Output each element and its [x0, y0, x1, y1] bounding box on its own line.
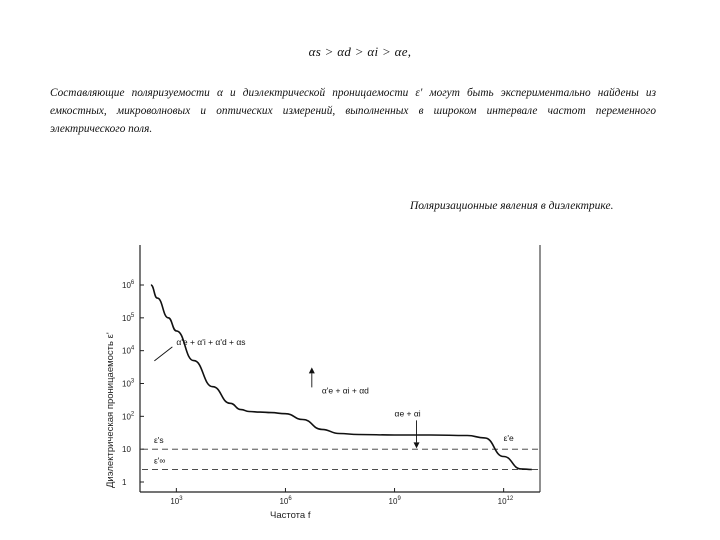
x-tick-label: $10^3$	[170, 496, 183, 506]
y-tick-label: $10^6$	[122, 280, 135, 290]
x-tick-exponent: 12	[506, 496, 514, 502]
x-axis-label: Частота f	[270, 510, 311, 521]
y-tick-exponent: 5	[130, 312, 135, 319]
y-tick-exponent: 4	[130, 345, 135, 352]
curve-annotation: ε'e	[503, 432, 514, 443]
x-tick-label: $10^9$	[388, 496, 401, 506]
y-tick-label: $10^4$	[122, 345, 135, 356]
y-tick-exponent: 2	[130, 411, 135, 418]
x-tick-label: $10^{12}$	[497, 496, 514, 506]
annotation-arrowhead	[309, 367, 315, 373]
figure-caption: Поляризационные явления в диэлектрике.	[410, 200, 614, 212]
curve-annotation: α'e + αi + αd	[321, 385, 369, 396]
chart-series	[151, 285, 532, 470]
x-tick-label: $10^6$	[279, 496, 292, 506]
chart-reference-lines	[142, 432, 540, 469]
reference-line-label: ε's	[154, 435, 164, 446]
x-tick-exponent: 3	[179, 496, 183, 502]
annotation-arrowhead	[414, 442, 420, 448]
permittivity-curve	[151, 285, 532, 470]
curve-annotation: α'e + α'i + α'd + αs	[176, 336, 246, 347]
y-tick-label: 10	[122, 445, 131, 455]
x-tick-exponent: 6	[288, 496, 292, 502]
annotation-leader	[154, 347, 172, 361]
y-tick-exponent: 6	[130, 280, 135, 286]
curve-annotation: αe + αi	[394, 408, 421, 419]
body-paragraph: Составляющие поляризуемости α и диэлектрической проницаемости ε' могут быть экспериментально найдены из емкостных, микроволновых и оптических измерений, выполненных в широком интервале частот переменного электрического поля.	[50, 87, 656, 135]
y-axis-label: Диэлектрическая проницаемость ε'	[105, 332, 116, 488]
reference-line-label: ε'∞	[154, 455, 166, 466]
chart-annotations	[154, 337, 514, 448]
chart-axes	[140, 245, 540, 492]
formula: αs > αd > αi > αe,	[308, 44, 412, 59]
y-tick-label: $10^5$	[122, 312, 135, 323]
y-tick-label: $10^2$	[122, 411, 135, 422]
y-tick-exponent: 3	[130, 378, 135, 385]
x-tick-exponent: 9	[397, 496, 401, 502]
y-tick-label: $10^3$	[122, 378, 135, 389]
y-tick-label: 1	[122, 478, 127, 487]
